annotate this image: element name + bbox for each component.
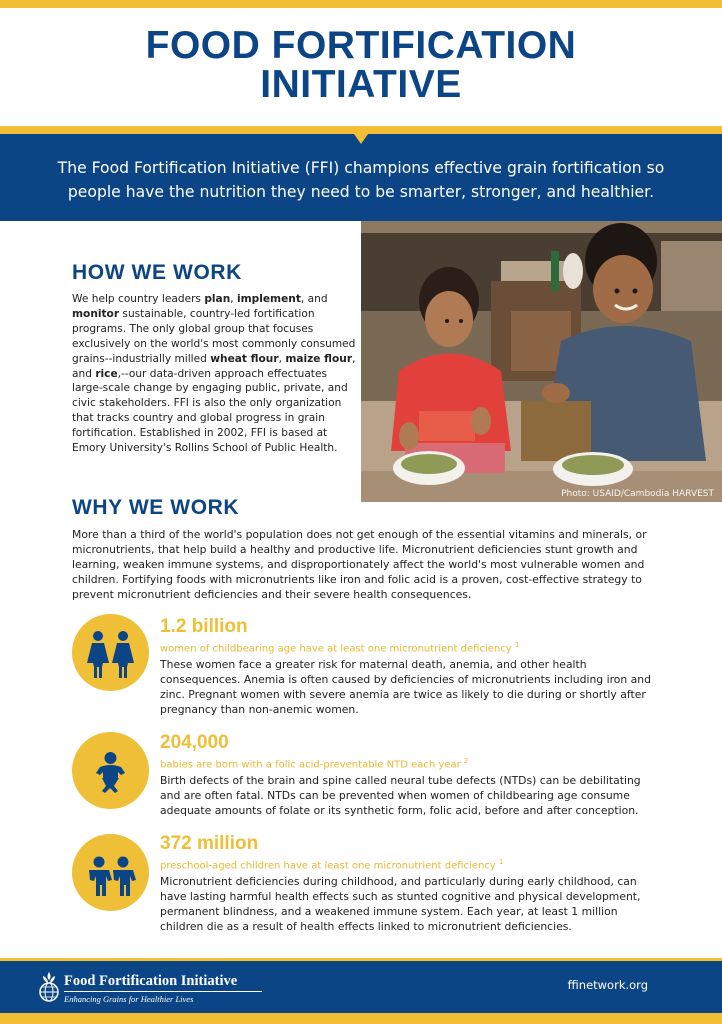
title-line-2: INITIATIVE <box>260 63 462 106</box>
bold-maize-flour: maize flour <box>285 352 353 365</box>
title-line-1: FOOD FORTIFICATION <box>145 24 577 67</box>
bold-wheat-flour: wheat flour <box>210 352 279 365</box>
stat-number: 1.2 billion <box>160 616 248 637</box>
photo-illustration <box>361 221 722 502</box>
footer <box>0 961 722 1013</box>
banner-line-2: people have the nutrition they need to be smarter, stronger, and healthier. <box>67 183 655 201</box>
why-we-work-text: More than a third of the world's population does not get enough of the essential vitamins and minerals, or micronutrients, that help build a healthy and productive life. Micronutrient deficiencies stunt growth and learning, weaken immune systems, and disproportionately affect the world's most vulnerable women and children. Fortifying foods with micronutrients like iron and folic acid is a proven, cost-effective strategy to prevent micronutrient deficiencies and their severe health consequences. <box>72 528 647 601</box>
footer-tagline: Enhancing Grains for Healthier Lives <box>64 994 194 1004</box>
footer-org-name: Food Fortification Initiative <box>64 973 238 989</box>
footnote-ref: 1 <box>498 858 504 866</box>
bold-monitor: monitor <box>72 307 120 320</box>
children-icon <box>72 834 149 911</box>
globe-logo-icon <box>38 970 60 1002</box>
stat-number: 372 million <box>160 833 259 854</box>
divider-notch <box>354 134 368 144</box>
logo-underline <box>64 991 262 992</box>
banner-line-1: The Food Fortification Initiative (FFI) champions effective grain fortification so <box>57 159 665 177</box>
stat-description: Micronutrient deficiencies during childhood, and particularly during early childhood, can have lasting harmful health effects such as stunted cognitive and physical development, permanent blindness, and a weakened immune system. Each year, at least 1 million children die as a result of health effects linked to micronutrient deficiencies. <box>160 875 641 933</box>
gold-divider <box>0 126 722 134</box>
children-eating-photo <box>361 221 722 502</box>
bold-implement: implement <box>236 293 301 305</box>
how-we-work-heading: HOW WE WORK <box>72 261 242 284</box>
stat-number: 204,000 <box>160 732 229 753</box>
photo-credit: Photo: USAID/Cambodia HARVEST <box>561 489 714 499</box>
stat-subtitle: preschool-aged children have at least one micronutrient deficiency $^1$ <box>160 858 504 872</box>
footnote-ref: 2 <box>463 757 469 765</box>
page-title <box>0 26 722 104</box>
stat-description: Birth defects of the brain and spine called neural tube defects (NTDs) can be debilitating and are often fatal. NTDs can be prevented when women of childbearing age consume adequate amounts of folate or its synthetic form, folic acid, before and after conception. <box>160 774 641 817</box>
stat-description: These women face a greater risk for maternal death, anemia, and other health consequences. Anemia is often caused by deficiencies of micronutrients including iron and zinc. Pregnant women with severe anemia are twice as likely to die during or shortly after pregnancy than non-anemic women. <box>160 658 651 716</box>
website-link[interactable]: ffinetwork.org <box>567 978 648 992</box>
how-we-work-text: We help country leaders plan, implement, and monitor sustainable, country-led fortification programs. The only global group that focuses exclusively on the world's most commonly consumed grains--industrially milled wheat flour, maize flour, and rice,--our data-driven approach effectuates large-scale change by engaging public, private, and civic stakeholders. FFI is also the only organization that tracks country and global progress in grain fortification. Established in 2002, FFI is based at Emory University's Rollins School of Public Health. <box>72 293 356 455</box>
bottom-accent-bar <box>0 1013 722 1024</box>
stat-subtitle: women of childbearing age have at least one micronutrient deficiency $^1$ <box>160 641 520 655</box>
why-we-work-heading: WHY WE WORK <box>72 496 240 519</box>
baby-icon <box>72 732 149 809</box>
women-icon <box>72 614 149 691</box>
footnote-ref: 1 <box>514 641 520 649</box>
bold-plan: plan <box>204 293 231 305</box>
top-accent-bar <box>0 0 722 8</box>
mission-banner <box>0 134 722 221</box>
bold-rice: rice <box>95 367 118 380</box>
stat-subtitle: babies are born with a folic acid-preventable NTD each year $^2$ <box>160 757 469 771</box>
